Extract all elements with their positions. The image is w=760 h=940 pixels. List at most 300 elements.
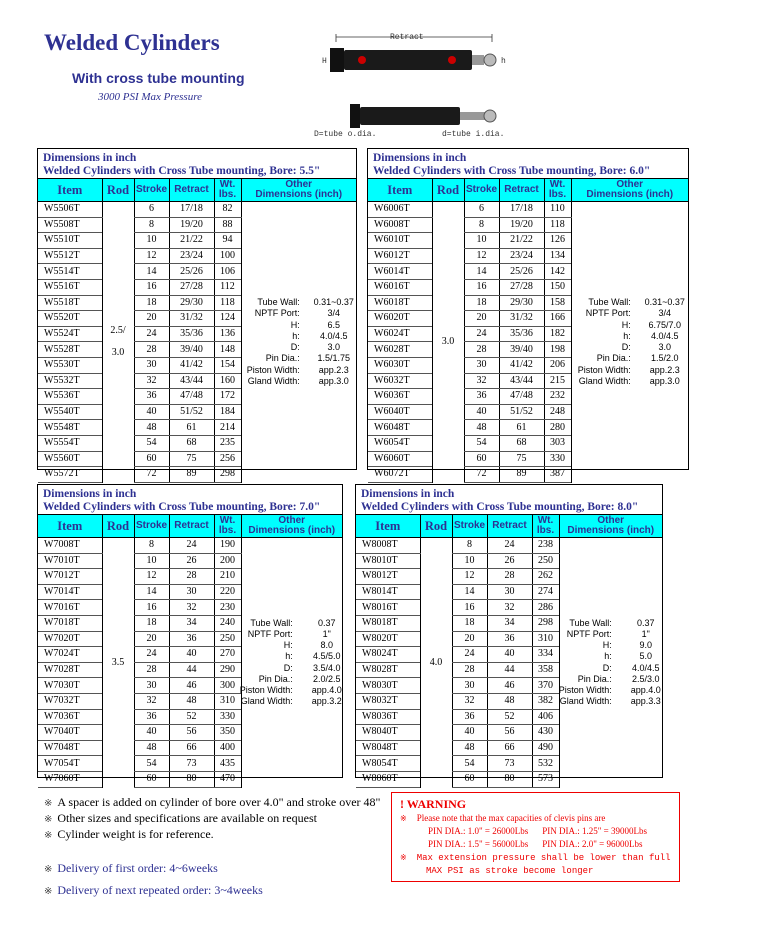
cell-retract: 39/40 (499, 342, 544, 358)
cell-weight: 573 (532, 771, 559, 787)
cell-stroke: 18 (134, 615, 169, 631)
cell-stroke: 54 (134, 756, 169, 772)
cell-item-code: W5532T (38, 373, 102, 389)
spec-label: Tube Wall: (588, 297, 631, 308)
cell-weight: 330 (544, 451, 571, 467)
cell-weight: 400 (214, 740, 241, 756)
column-header-rod: Rod (102, 179, 134, 202)
cell-weight: 286 (532, 600, 559, 616)
cell-weight: 142 (544, 264, 571, 280)
spec-label: Gland Width: (578, 375, 631, 386)
cell-item-code: W5548T (38, 420, 102, 436)
cell-weight: 310 (214, 693, 241, 709)
cell-stroke: 48 (452, 740, 487, 756)
spec-label: H: (283, 640, 293, 651)
cell-weight: 94 (214, 233, 241, 249)
cell-stroke: 24 (452, 647, 487, 663)
cell-retract: 75 (169, 451, 214, 467)
warning-mark: ※ (400, 814, 407, 823)
spec-label: Pin Dia.: (258, 673, 293, 684)
cell-stroke: 36 (134, 389, 169, 405)
spec-label: Piston Width: (239, 684, 293, 695)
cell-retract: 29/30 (169, 295, 214, 311)
note-mark: ※ (44, 798, 53, 809)
cell-retract: 51/52 (499, 404, 544, 420)
column-header-other (241, 179, 356, 202)
cell-retract: 27/28 (169, 279, 214, 295)
cell-retract: 17/18 (499, 202, 544, 218)
spec-value: 3/4 (327, 308, 340, 319)
cell-retract: 25/26 (499, 264, 544, 280)
spec-label: Piston Width: (246, 364, 300, 375)
cell-stroke: 20 (452, 631, 487, 647)
cell-item-code: W8054T (356, 756, 420, 772)
cell-retract: 61 (499, 420, 544, 436)
cell-retract: 52 (169, 709, 214, 725)
cell-stroke: 24 (134, 326, 169, 342)
cell-weight: 274 (532, 584, 559, 600)
cell-item-code: W6016T (368, 279, 432, 295)
cell-stroke: 30 (452, 678, 487, 694)
cell-item-code: W7024T (38, 647, 102, 663)
cell-item-code: W5528T (38, 342, 102, 358)
spec-label: Gland Width: (240, 696, 293, 707)
cell-retract: 52 (487, 709, 532, 725)
cell-weight: 112 (214, 279, 241, 295)
table-heading (356, 485, 662, 515)
cell-weight: 250 (214, 631, 241, 647)
cell-retract: 21/22 (169, 233, 214, 249)
cell-stroke: 48 (464, 420, 499, 436)
spec-value: 0.37 (636, 617, 655, 628)
rod-value: 2.5/ (110, 325, 126, 337)
cell-stroke: 8 (134, 538, 169, 554)
cell-item-code: W5512T (38, 248, 102, 264)
cell-stroke: 18 (452, 615, 487, 631)
cell-retract: 48 (487, 693, 532, 709)
bore-5-5-table (37, 148, 357, 480)
note-mark: ※ (44, 886, 53, 897)
spec-value: 6.75/7.0 (648, 319, 682, 330)
spec-value: 8.0 (320, 640, 333, 651)
spec-label: h: (285, 651, 293, 662)
cell-stroke: 16 (134, 600, 169, 616)
spec-value: 6.5 (327, 319, 340, 330)
cell-stroke: 32 (134, 373, 169, 389)
cell-item-code: W6006T (368, 202, 432, 218)
cell-item-code: W7012T (38, 569, 102, 585)
cell-retract: 66 (169, 740, 214, 756)
cell-retract: 68 (499, 435, 544, 451)
cell-retract: 80 (487, 771, 532, 787)
warning-line1: Please note that the max capacities of clevis pins are (416, 813, 606, 823)
cell-stroke: 16 (464, 279, 499, 295)
cell-stroke: 54 (452, 756, 487, 772)
spec-value: 1.5/1.75 (317, 353, 351, 364)
cell-weight: 110 (544, 202, 571, 218)
cell-weight: 220 (214, 584, 241, 600)
spec-value: 3.0 (327, 342, 340, 353)
cell-retract: 19/20 (169, 217, 214, 233)
pin-cap-2: PIN DIA.: 1.25" = 39000Lbs (542, 826, 647, 836)
spec-label: Piston Width: (577, 364, 631, 375)
column-header-other (571, 179, 688, 202)
cell-item-code: W6014T (368, 264, 432, 280)
cell-stroke: 60 (134, 771, 169, 787)
spec-label: Tube Wall: (569, 617, 612, 628)
cell-retract: 41/42 (499, 357, 544, 373)
cell-item-code: W5530T (38, 357, 102, 373)
H-label: H (322, 57, 327, 66)
cell-weight: 134 (544, 248, 571, 264)
cell-stroke: 72 (464, 467, 499, 483)
spec-label: D: (290, 342, 300, 353)
cell-stroke: 28 (464, 342, 499, 358)
cell-retract: 23/24 (169, 248, 214, 264)
cell-stroke: 24 (134, 647, 169, 663)
cell-stroke: 12 (134, 569, 169, 585)
cell-item-code: W7048T (38, 740, 102, 756)
cell-stroke: 14 (464, 264, 499, 280)
cell-stroke: 12 (134, 248, 169, 264)
cell-stroke: 40 (134, 725, 169, 741)
cell-stroke: 48 (134, 740, 169, 756)
warning-box (391, 792, 680, 882)
header-row (38, 515, 342, 538)
cell-weight: 230 (214, 600, 241, 616)
cell-item-code: W6054T (368, 435, 432, 451)
cell-item-code: W6024T (368, 326, 432, 342)
cylinder-diagram (312, 28, 512, 140)
dimension-table (356, 515, 662, 788)
spec-value: 2.0/2.5 (312, 673, 341, 684)
cell-stroke: 10 (452, 553, 487, 569)
cell-stroke: 28 (452, 662, 487, 678)
cell-stroke: 32 (452, 693, 487, 709)
table-title: Welded Cylinders with Cross Tube mounting, Bore: 8.0" (361, 501, 639, 513)
rod-cell (102, 202, 134, 483)
spec-label: h: (292, 330, 300, 341)
cell-item-code: W8032T (356, 693, 420, 709)
column-header-line: Other (616, 179, 644, 190)
cell-retract: 48 (169, 693, 214, 709)
column-header-other (241, 515, 342, 538)
cell-retract: 43/44 (499, 373, 544, 389)
column-header-item: Item (38, 515, 102, 538)
cell-weight: 150 (544, 279, 571, 295)
spec-label: NPTF Port: (585, 308, 631, 319)
cell-weight: 298 (532, 615, 559, 631)
cell-weight: 148 (214, 342, 241, 358)
cell-stroke: 10 (134, 233, 169, 249)
spec-value: 4.0/4.5 (650, 330, 679, 341)
retract-label: Retract (390, 33, 424, 42)
cell-retract: 24 (169, 538, 214, 554)
cell-item-code: W6036T (368, 389, 432, 405)
cell-weight: 198 (544, 342, 571, 358)
cell-weight: 158 (544, 295, 571, 311)
cell-retract: 73 (487, 756, 532, 772)
cell-item-code: W5514T (38, 264, 102, 280)
cell-weight: 350 (214, 725, 241, 741)
cell-retract: 26 (487, 553, 532, 569)
cell-stroke: 60 (134, 451, 169, 467)
spec-label: Gland Width: (559, 696, 612, 707)
column-header-line: Wt. (549, 179, 566, 190)
table-heading (38, 485, 342, 515)
cell-item-code: W8008T (356, 538, 420, 554)
cell-item-code: W6018T (368, 295, 432, 311)
column-header-stroke: Stroke (464, 179, 499, 202)
cell-retract: 47/48 (169, 389, 214, 405)
pin-cap-3: PIN DIA.: 1.5" = 56000Lbs (428, 839, 529, 849)
cell-retract: 51/52 (169, 404, 214, 420)
cell-retract: 26 (169, 553, 214, 569)
cell-weight: 182 (544, 326, 571, 342)
cell-item-code: W5540T (38, 404, 102, 420)
cell-stroke: 40 (134, 404, 169, 420)
spec-value: 4.5/5.0 (312, 651, 341, 662)
column-header-retract: Retract (169, 515, 214, 538)
cell-stroke: 8 (134, 217, 169, 233)
cell-stroke: 60 (464, 451, 499, 467)
rod-cell (432, 202, 464, 483)
cell-item-code: W7028T (38, 662, 102, 678)
table-row (38, 538, 342, 554)
column-header-line: Other (597, 515, 625, 526)
cell-weight: 210 (214, 569, 241, 585)
cell-weight: 240 (214, 615, 241, 631)
cell-weight: 387 (544, 467, 571, 483)
cell-item-code: W5508T (38, 217, 102, 233)
cell-retract: 41/42 (169, 357, 214, 373)
column-header-item: Item (356, 515, 420, 538)
cell-weight: 200 (214, 553, 241, 569)
cell-weight: 215 (544, 373, 571, 389)
cell-stroke: 32 (464, 373, 499, 389)
dimension-table (368, 179, 688, 483)
cell-stroke: 18 (464, 295, 499, 311)
column-header-retract: Retract (499, 179, 544, 202)
cell-weight: 124 (214, 311, 241, 327)
other-dimensions-cell (559, 538, 662, 788)
spec-value: 3.5/4.0 (312, 662, 341, 673)
cell-weight: 270 (214, 647, 241, 663)
table-row (38, 202, 356, 218)
cell-weight: 82 (214, 202, 241, 218)
cell-item-code: W8028T (356, 662, 420, 678)
spec-label: h: (604, 651, 612, 662)
cell-item-code: W8012T (356, 569, 420, 585)
spec-value: 4.0/4.5 (319, 330, 348, 341)
column-header-line: lbs. (218, 189, 237, 200)
cell-item-code: W6012T (368, 248, 432, 264)
column-header-line: Dimensions (inch) (248, 525, 336, 536)
spec-value: 9.0 (639, 640, 652, 651)
cell-weight: 280 (544, 420, 571, 436)
cell-item-code: W8014T (356, 584, 420, 600)
cell-stroke: 30 (134, 357, 169, 373)
cell-stroke: 14 (452, 584, 487, 600)
column-header-line: Wt. (219, 515, 236, 526)
cell-stroke: 14 (134, 264, 169, 280)
h-label: h (501, 57, 506, 66)
spec-list (560, 618, 663, 708)
cell-item-code: W5536T (38, 389, 102, 405)
cell-stroke: 54 (464, 435, 499, 451)
cell-stroke: 54 (134, 435, 169, 451)
cell-retract: 25/26 (169, 264, 214, 280)
spec-value: app.3.2 (311, 696, 342, 707)
cell-weight: 430 (532, 725, 559, 741)
warning-title: ! WARNING (400, 797, 467, 811)
cell-retract: 46 (169, 678, 214, 694)
cell-stroke: 36 (452, 709, 487, 725)
cell-weight: 232 (544, 389, 571, 405)
cell-item-code: W6008T (368, 217, 432, 233)
cell-retract: 34 (487, 615, 532, 631)
bore-6-0-table (367, 148, 689, 480)
cell-weight: 334 (532, 647, 559, 663)
cell-weight: 190 (214, 538, 241, 554)
column-header-wt (214, 179, 241, 202)
table-title: Welded Cylinders with Cross Tube mounting, Bore: 7.0" (43, 501, 321, 513)
spec-value: app.2.3 (318, 364, 349, 375)
cell-weight: 262 (532, 569, 559, 585)
cell-stroke: 32 (134, 693, 169, 709)
cell-retract: 56 (487, 725, 532, 741)
note-mark: ※ (44, 830, 53, 841)
column-header-line: Dimensions (inch) (567, 525, 655, 536)
column-header-rod: Rod (432, 179, 464, 202)
cell-stroke: 28 (134, 662, 169, 678)
cell-stroke: 16 (134, 279, 169, 295)
spec-label: Tube Wall: (257, 297, 300, 308)
d-legend: d=tube i.dia. (442, 130, 505, 139)
spec-label: NPTF Port: (254, 308, 300, 319)
spec-label: NPTF Port: (566, 628, 612, 639)
cell-stroke: 12 (464, 248, 499, 264)
cell-retract: 24 (487, 538, 532, 554)
cell-stroke: 14 (134, 584, 169, 600)
column-header-line: lbs. (218, 525, 237, 536)
spec-label: H: (602, 640, 612, 651)
header-row (356, 515, 662, 538)
cell-retract: 73 (169, 756, 214, 772)
cell-weight: 235 (214, 435, 241, 451)
cell-item-code: W6032T (368, 373, 432, 389)
delivery-first: Delivery of first order: 4~6weeks (57, 861, 218, 875)
cell-stroke: 6 (134, 202, 169, 218)
cell-stroke: 6 (464, 202, 499, 218)
column-header-wt (544, 179, 571, 202)
column-header-wt (532, 515, 559, 538)
cell-retract: 23/24 (499, 248, 544, 264)
rod-cell (102, 538, 134, 788)
table-row (356, 538, 662, 554)
cell-retract: 66 (487, 740, 532, 756)
column-header-retract: Retract (487, 515, 532, 538)
cell-weight: 214 (214, 420, 241, 436)
cell-weight: 154 (214, 357, 241, 373)
cell-item-code: W8040T (356, 725, 420, 741)
column-header-item: Item (38, 179, 102, 202)
spec-label: NPTF Port: (247, 628, 293, 639)
cell-retract: 46 (487, 678, 532, 694)
column-header-item: Item (368, 179, 432, 202)
cell-item-code: W5516T (38, 279, 102, 295)
cell-stroke: 36 (134, 709, 169, 725)
cell-stroke: 8 (464, 217, 499, 233)
cell-weight: 406 (532, 709, 559, 725)
column-header-rod: Rod (102, 515, 134, 538)
cell-stroke: 48 (134, 420, 169, 436)
column-header-line: Other (285, 179, 313, 190)
cell-item-code: W5560T (38, 451, 102, 467)
spec-value: 3.0 (658, 342, 671, 353)
cell-item-code: W8020T (356, 631, 420, 647)
header-row (38, 179, 356, 202)
rod-cell (420, 538, 452, 788)
spec-label: D: (602, 662, 612, 673)
cell-stroke: 40 (452, 725, 487, 741)
cell-item-code: W7010T (38, 553, 102, 569)
cell-stroke: 16 (452, 600, 487, 616)
cell-weight: 136 (214, 326, 241, 342)
cell-retract: 43/44 (169, 373, 214, 389)
spec-list (242, 297, 357, 387)
cell-weight: 310 (532, 631, 559, 647)
cell-item-code: W6060T (368, 451, 432, 467)
cell-stroke: 18 (134, 295, 169, 311)
column-header-wt (214, 515, 241, 538)
cell-item-code: W8030T (356, 678, 420, 694)
cell-item-code: W7054T (38, 756, 102, 772)
column-header-other (559, 515, 662, 538)
cell-stroke: 30 (464, 357, 499, 373)
cell-weight: 250 (532, 553, 559, 569)
delivery-repeat: Delivery of next repeated order: 3~4weeks (57, 883, 263, 897)
spec-label: h: (623, 330, 631, 341)
cell-stroke: 10 (464, 233, 499, 249)
spec-value: app.4.0 (311, 684, 342, 695)
cell-weight: 256 (214, 451, 241, 467)
rod-value: 4.0 (429, 656, 443, 668)
bore-8-0-table (355, 484, 663, 785)
spec-value: 1" (322, 628, 331, 639)
spec-value: app.3.3 (630, 696, 661, 707)
cell-item-code: W5520T (38, 311, 102, 327)
cell-weight: 490 (532, 740, 559, 756)
cell-stroke: 10 (134, 553, 169, 569)
cell-weight: 160 (214, 373, 241, 389)
cell-item-code: W6048T (368, 420, 432, 436)
page-title: Welded Cylinders (44, 30, 220, 55)
cell-item-code: W7008T (38, 538, 102, 554)
page-subtitle: With cross tube mounting (72, 70, 245, 86)
cell-weight: 118 (544, 217, 571, 233)
spec-value: 0.37 (317, 617, 336, 628)
cell-item-code: W5554T (38, 435, 102, 451)
warning-mark: ※ (400, 853, 407, 862)
cell-stroke: 30 (134, 678, 169, 694)
spec-label: D: (621, 342, 631, 353)
cell-retract: 75 (499, 451, 544, 467)
cell-item-code: W7020T (38, 631, 102, 647)
cell-item-code: W6010T (368, 233, 432, 249)
cell-retract: 35/36 (499, 326, 544, 342)
cell-retract: 44 (169, 662, 214, 678)
